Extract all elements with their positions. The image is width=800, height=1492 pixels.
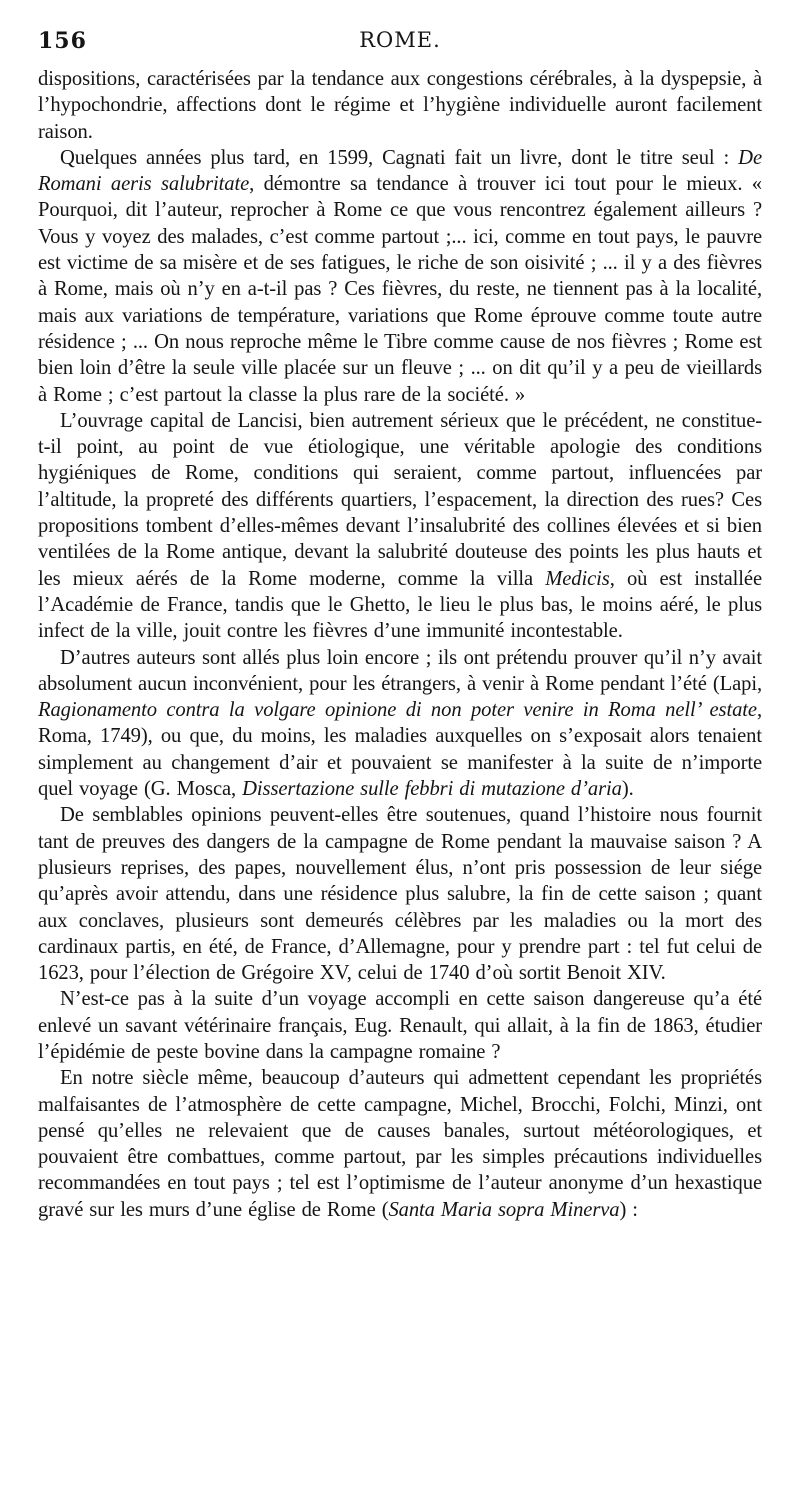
paragraph <box>38 986 762 1065</box>
paragraph <box>38 145 762 408</box>
italic-title: Santa Maria sopra Minerva <box>388 1198 620 1221</box>
body-text <box>38 66 762 1223</box>
italic-title: Medicis <box>545 567 610 590</box>
text-run: dispositions, caractérisées par la tendance aux congestions cérébrales, à la dyspepsie, à l’hypochondrie, affections dont le régime et l’hygiène individuelle auront facilement raison. <box>38 68 762 143</box>
text-run: De semblables opinions peuvent-elles être soutenues, quand l’histoire nous fournit tant de preuves des dangers de la campagne de Rome pendant la mauvaise saison ? A plusieurs reprises, des papes, nouvellement élus, n’ont pris possession de leur siége qu’après avoir attendu, dans une résidence plus salubre, la fin de cette saison ; quant aux conclaves, plusieurs sont demeurés célèbres par les maladies ou la mort des cardinaux partis, en été, de France, d’Allemagne, pour y prendre part : tel fut celui de 1623, pour l’élection de Grégoire XV, celui de 1740 d’où sortit Benoit XIV. <box>38 804 762 985</box>
paragraph <box>38 66 762 145</box>
paragraph <box>38 1065 762 1223</box>
paragraph <box>38 645 762 803</box>
text-run: , Roma, 1749), ou que, du moins, les maladies auxquelles on s’exposait alors tenaient simplement au changement d’air et pouvaient se manifester à la suite de n’importe quel voyage (G. Mosca, <box>38 699 762 801</box>
text-run: Quelques années plus tard, en 1599, Cagnati fait un livre, dont le titre seul : <box>60 146 739 169</box>
text-run: ). <box>621 778 634 801</box>
text-run: En notre siècle même, beaucoup d’auteurs qui admettent cependant les propriétés malfaisantes de l’atmosphère de cette campagne, Michel, Brocchi, Folchi, Minzi, ont pensé qu’elles ne relevaient que de causes banales, surtout météorologiques, et pouvaient être combattues, comme partout, par les simples précautions individuelles recommandées en tout pays ; tel est l’optimisme de l’auteur anonyme d’un hexastique gravé sur les murs d’une église de Rome ( <box>38 1067 762 1221</box>
text-run: L’ouvrage capital de Lancisi, bien autrement sérieux que le précédent, ne constitue-t-il point, au point de vue étiologique, une véritable apologie des conditions hygiéniques de Rome, conditions qui seraient, comme partout, influencées par l’altitude, la propreté des différents quartiers, l’espacement, la direction des rues? Ces propositions tombent d’elles-mêmes devant l’insalubrité des collines élevées et si bien ventilées de la Rome antique, devant la salubrité douteuse des points les plus hauts et les mieux aérés de la Rome moderne, comme la villa <box>38 409 762 590</box>
italic-title: Dissertazione sulle febbri di mutazione d’aria <box>242 778 622 801</box>
paragraph <box>38 802 762 986</box>
text-run: D’autres auteurs sont allés plus loin encore ; ils ont prétendu prouver qu’il n’y avait absolument aucun inconvénient, pour les étrangers, à venir à Rome pendant l’été (Lapi, <box>38 646 762 695</box>
text-run: , démontre sa tendance à trouver ici tout pour le mieux. « Pourquoi, dit l’auteur, reprocher à Rome ce que vous rencontrez également ailleurs ? Vous y voyez des malades, c’est comme partout ;... ici, comme en tout pays, le pauvre est victime de sa misère et de ses fatigues, le riche de son oisivité ; ... il y a des fièvres à Rome, mais où n’y en a-t-il pas ? Ces fièvres, du reste, ne tiennent pas à la localité, mais aux variations de température, variations que Rome éprouve comme toute autre résidence ; ... On nous reproche même le Tibre comme cause de nos fièvres ; Rome est bien loin d’être la seule ville placée sur un fleuve ; ... on dit qu’il y a peu de vieillards à Rome ; c’est partout la classe la plus rare de la société. » <box>38 173 762 406</box>
text-run: ) : <box>619 1198 638 1221</box>
paragraph <box>38 408 762 645</box>
page-header <box>38 28 762 58</box>
italic-title: De Romani aeris salubritate <box>38 146 762 196</box>
italic-title: Ragionamento contra la volgare opinione di non poter venire in Roma nell’ estate <box>38 699 757 722</box>
text-run: N’est-ce pas à la suite d’un voyage accompli en cette saison dangereuse qu’a été enlevé un savant vétérinaire français, Eug. Renault, qui allait, à la fin de 1863, étudier l’épidémie de peste bovine dans la campagne romaine ? <box>38 988 762 1063</box>
running-head: ROME. <box>359 28 441 52</box>
text-run: , où est installée l’Académie de France, tandis que le Ghetto, le lieu le plus bas, le moins aéré, le plus infect de la ville, jouit contre les fièvres d’une immunité incontestable. <box>38 567 763 643</box>
page-number: 156 <box>38 28 87 54</box>
